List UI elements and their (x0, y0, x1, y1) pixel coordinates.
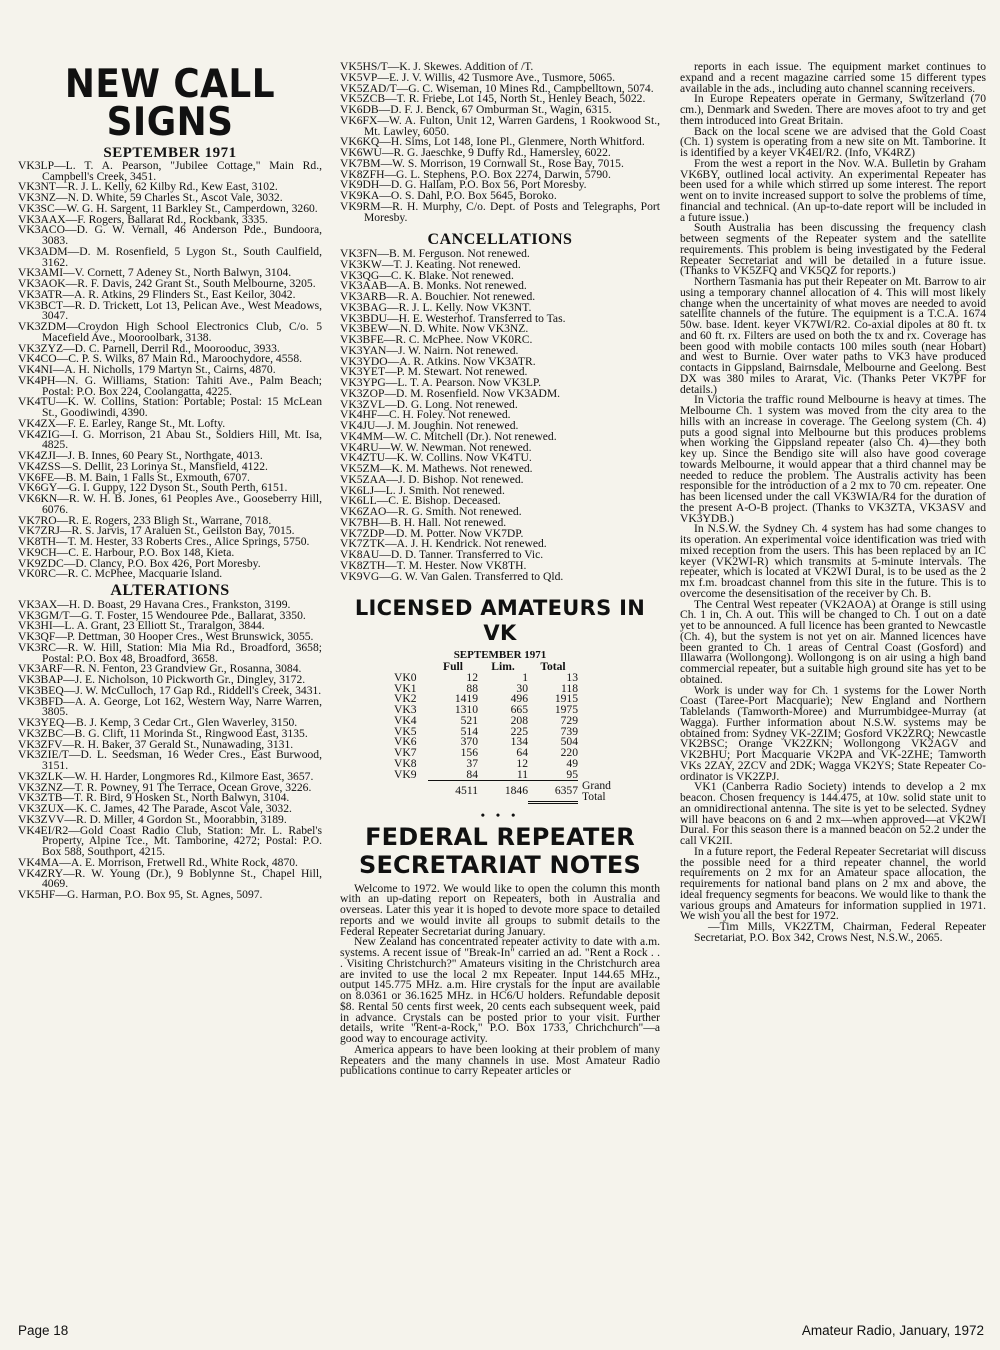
cancellation-entry: VK4JU—J. M. Joughin. Not renewed. (340, 419, 519, 432)
cancellation-entry: VK4HF—C. H. Foley. Not renewed. (340, 408, 511, 422)
page-title: NEW CALL SIGNS (64, 62, 276, 145)
alteration-entry: VK3ZTB—T. R. Bird, 9 Hosken St., North Balwyn, 3104. (18, 791, 290, 805)
table-cell: VK2 (394, 692, 417, 706)
alteration-entry: VK4MA—A. E. Morrison, Fretwell Rd., White Rock, 4870. (18, 855, 298, 869)
table-cell: VK4 (394, 713, 417, 727)
call-sign-entry: VK4ZSS—S. Dellit, 23 Lorinya St., Mansfield, 4122. (18, 459, 268, 473)
grand-total-label: Grand Total (582, 778, 611, 803)
call-sign-entry: VK3ATR—A. R. Atkins, 29 Flinders St., East Keilor, 3042. (18, 287, 296, 301)
cancellation-entry: VK3FN—B. M. Ferguson. Not renewed. (340, 247, 530, 260)
table-cell: 729 (560, 713, 578, 727)
call-sign-entry: VK6FE—B. M. Bain, 1 Falls St., Exmouth, 6707. (18, 470, 250, 484)
cancellation-entry: VK7ZDP—D. M. Potter. Now VK7DP. (340, 526, 524, 540)
publication-footer: Amateur Radio, January, 1972 (801, 1323, 984, 1338)
licensed-amateurs-table (394, 662, 620, 804)
table-row (394, 727, 620, 738)
call-sign-entry: VK4TU—K. W. Collins, Station: Portable; Postal: 15 McLean St., Goodiwindi, 4390. (18, 395, 322, 419)
call-sign-entry: VK3NZ—N. D. White, 59 Charles St., Ascot Vale, 3032. (18, 191, 283, 204)
alteration-entry: VK3AX—H. D. Boast, 29 Havana Cres., Frankston, 3199. (18, 597, 291, 611)
alteration-entry: VK3RC—R. W. Hill, Station: Mia Mia Rd., Broadford, 3658; Postal: P.O. Box 48, Broadford, 3658. (18, 640, 322, 665)
paragraph: In Europe Repeaters operate in Germany, Switzerland (70 cm.), Denmark and Sweden. There are moves afoot to try and get them introduced into Great Britain. (680, 92, 986, 127)
call-sign-entry: VK3ADM—D. M. Rosenfield, 5 Lygon St., South Caulfield, 3162. (18, 244, 322, 269)
table-cell: 88 (466, 681, 478, 695)
call-sign-entry: VK7ZRJ—R. S. Jarvis, 17 Araluen St., Geilston Bay, 7015. (18, 524, 295, 538)
table-cell: 13 (566, 670, 578, 684)
table-cell: VK1 (394, 681, 417, 695)
call-sign-entry: VK3ZDM—Croydon High School Electronics Club, C/o. 5 Macefield Ave., Mooroolbark, 3138. (18, 320, 322, 344)
table-cell: 521 (460, 713, 478, 727)
alteration-entry: VK9DH—D. G. Hallam, P.O. Box 56, Port Moresby. (340, 178, 587, 192)
alterations-list (18, 597, 322, 901)
cancellation-entry: VK3AAB—A. B. Monks. Not renewed. (340, 279, 527, 293)
section-month: SEPTEMBER 1971 (103, 145, 237, 161)
table-cell: VK5 (394, 724, 417, 738)
table-cell: 665 (510, 703, 528, 716)
cancellation-entry: VK4MM—W. C. Mitchell (Dr.). Not renewed. (340, 429, 557, 443)
alteration-entry: VK3ZNZ—T. R. Powney, 91 The Terrace, Ocean Grove, 3226. (18, 780, 312, 794)
alteration-entry: VK3ZIE/T—D. L. Seedsman, 16 Weder Cres., East Burwood, 3151. (18, 748, 322, 772)
cancellation-entry: VK8AU—D. D. Tanner. Transferred to Vic. (340, 548, 544, 561)
table-cell: 95 (566, 767, 578, 781)
cancellation-entry: VK5ZAA—J. D. Bishop. Not renewed. (340, 472, 524, 486)
table-row (394, 716, 620, 727)
table-cell: 156 (460, 746, 478, 759)
table-row (394, 705, 620, 716)
table-cell: 739 (560, 724, 578, 738)
alteration-entry: VK4EI/R2—Gold Coast Radio Club, Station: Mr. L. Rabel's Property, Alpine Tce., Mt. Tamborine, 4272; Postal: P.O. Box 588, Southport, 4215. (18, 823, 322, 858)
cancellation-entry: VK3YAN—J. W. Nairn. Not renewed. (340, 343, 519, 357)
page-number: Page 18 (18, 1323, 69, 1338)
cancellation-entry: VK3ARB—R. A. Bouchier. Not renewed. (340, 290, 536, 303)
call-sign-entry: VK3BCT—R. D. Trickett, Lot 13, Pelican Ave., West Meadows, 3047. (18, 298, 322, 323)
frs-paragraphs-continued (680, 62, 986, 922)
alteration-entry: VK6WU—R. G. Jaeschke, 9 Duffy Rd., Hamersley, 6022. (340, 146, 611, 159)
call-sign-entry: VK4PH—N. G. Williams, Station: Tahiti Ave., Palm Beach; Postal: P.O. Box 224, Coolangatta, 4225. (18, 373, 322, 398)
call-sign-entry: VK3NT—R. J. L. Kelly, 62 Kilby Rd., Kew East, 3102. (18, 180, 278, 194)
paragraph: VK1 (Canberra Radio Society) intends to develop a 2 mx beacon. Chosen frequency is 144.475, at 10w. solid state unit to an omnidirectional antenna. The site is yet to be selected. Sydney will have beacons on 6 and 2 mx—when approved—at VK2WI Dural. For this season there is a manned beacon on 52.2 under the call VK2II. (680, 780, 986, 847)
table-row (394, 694, 620, 705)
cancellation-entry: VK7ZTK—A. J. H. Kendrick. Not renewed. (340, 537, 547, 551)
total-limited: 1846 (478, 781, 528, 803)
cancellation-entry: VK3YET—P. M. Stewart. Not renewed. (340, 365, 528, 379)
cancellation-entry: VK3ZVL—D. G. Long. Not renewed. (340, 397, 518, 411)
cancellation-entry: VK3BDU—H. E. Westerhof. Transferred to Tas. (340, 311, 566, 325)
table-header: Total (540, 660, 566, 673)
alteration-entry: VK6FX—W. A. Fulton, Unit 12, Warren Gardens, 1 Rookwood St., Mt. Lawley, 6050. (340, 113, 660, 138)
call-sign-entry: VK4ZJI—J. B. Innes, 60 Peary St., Northgate, 4013. (18, 449, 263, 462)
table-cell: VK0 (394, 670, 417, 684)
table-cell: 84 (466, 767, 478, 781)
cancellation-entry: VK3KW—T. J. Keating. Not renewed. (340, 257, 521, 271)
call-sign-entry: VK3LP—L. T. A. Pearson, "Jubilee Cottage," Main Rd., Campbell's Creek, 3451. (18, 158, 322, 183)
table-cell: 118 (561, 681, 578, 695)
table-cell: 1915 (554, 692, 578, 706)
paragraph: America appears to have been looking at their problem of many Repeaters and the many channels in use. Most Amateur Radio publications continue to carry Repeater articles or (340, 1042, 660, 1078)
table-cell: 11 (516, 767, 528, 781)
alteration-entry: VK9KA—O. S. Dahl, P.O. Box 5645, Boroko. (340, 189, 557, 202)
call-sign-entry: VK3ACO—D. G. W. Vernall, 46 Anderson Pde., Bundoora, 3083. (18, 223, 322, 247)
column-right (680, 62, 986, 944)
call-sign-entry: VK4ZX—F. E. Earley, Range St., Mt. Lofty. (18, 416, 226, 430)
alteration-entry: VK3GM/T—G. T. Foster, 15 Wendouree Pde., Ballarat, 3350. (18, 608, 306, 622)
paragraph: In a future report, the Federal Repeater Secretariat will discuss the possible need for a third repeater channel, the world requirements on 2 mx for an Amateur space allocation, the requirements for national band plans on 2 mx and above, the ideal frequency segments for beacons. We would like to thank the various groups and Amateurs for information supplied in 1971. We wish you all the best for 1972. (680, 844, 986, 923)
cancellation-entry: VK4ZTU—K. W. Collins. Now VK4TU. (340, 451, 532, 465)
table-cell: 30 (516, 681, 528, 695)
table-cell: VK9 (394, 767, 417, 781)
alteration-entry: VK5HF—G. Harman, P.O. Box 95, St. Agnes, 5097. (18, 888, 263, 901)
alteration-entry: VK8ZFH—G. L. Stephens, P.O. Box 2274, Darwin, 5790. (340, 167, 611, 181)
licensed-month: SEPTEMBER 1971 (453, 649, 547, 662)
table-cell: 514 (460, 724, 478, 738)
table-row (394, 759, 620, 770)
alteration-entry: VK3QF—P. Dettman, 30 Hooper Cres., West Brunswick, 3055. (18, 630, 314, 643)
call-sign-entry: VK3SC—W. G. H. Sargent, 11 Barkley St., Camperdown, 3260. (18, 201, 318, 215)
alterations-heading: ALTERATIONS (110, 582, 230, 599)
alteration-entry: VK6DB—D. F. J. Benck, 67 Omburman St., Wagin, 6315. (340, 103, 612, 116)
table-cell: VK8 (394, 756, 417, 770)
alteration-entry: VK7BM—W. S. Morrison, 19 Cornwall St., Rose Bay, 7015. (340, 156, 624, 170)
table-header: Full (443, 660, 463, 673)
call-sign-entry: VK9ZDC—D. Clancy, P.O. Box 426, Port Moresby. (18, 556, 261, 570)
alteration-entry: VK3ZLK—W. H. Harder, Longmores Rd., Kilmore East, 3657. (18, 769, 314, 783)
table-cell: 496 (510, 692, 528, 706)
alterations-continued-list (340, 62, 660, 223)
cancellation-entry: VK3ZOP—D. M. Rosenfield. Now VK3ADM. (340, 386, 561, 400)
alteration-entry: VK9RM—R. H. Murphy, C/o. Dept. of Posts and Telegraphs, Port Moresby. (340, 199, 660, 224)
total-all: 6357 (528, 781, 578, 803)
cancellation-entry: VK3YDO—A. R. Atkins. Now VK3ATR. (340, 354, 536, 368)
alteration-entry: VK3BAP—J. E. Nicholson, 10 Pickworth Gr., Dingley, 3172. (18, 673, 306, 686)
table-cell (394, 781, 428, 803)
call-sign-entry: VK4NI—A. H. Nicholls, 179 Martyn St., Cairns, 4870. (18, 363, 276, 376)
table-cell: 225 (510, 724, 528, 738)
cancellation-entry: VK5ZM—K. M. Mathews. Not renewed. (340, 462, 533, 475)
call-sign-entry: VK3AOK—R. F. Davis, 242 Grant St., South Melbourne, 3205. (18, 277, 316, 290)
paragraph: reports in each issue. The equipment market continues to expand and a recent magazine carried some 15 different types available in the ads., including auto channel scanning receivers. (680, 60, 986, 95)
paragraph: Welcome to 1972. We would like to open the column this month with an up-dating report on Repeaters, both in Australia and overseas. Later this year it is hoped to devote more space to detailed reports and we would invite all groups to submit details to the Federal Repeater Secretariat during January. (340, 881, 660, 938)
paragraph: Work is under way for Ch. 1 systems for the Lower North Coast (Taree-Port Macquarie); New England and Northern Tablelands (Tamworth-Moree) and Murrumbidgee-Murray (at Wagga). Further information about N.S.W. systems may be obtained from: Sydney VK-2ZIM; Gosford VK2ZRQ; Newcastle VK2BSC; Orange VK2ZKN; Wollongong VK2AGV and VK2BHU; Port Macquarie VK2PA and VK-2ZHE; Tamworth VKs 2ZAY, 2ZCV and 2DK; Wagga VK2YS; State Repeater Co-ordinator is VK2ZPJ. (680, 683, 986, 783)
cancellation-entry: VK3BEW—N. D. White. Now VK3NZ. (340, 322, 529, 336)
call-sign-entry: VK3ZYZ—D. C. Parnell, Derril Rd., Moorooduc, 3933. (18, 341, 280, 355)
call-sign-entry: VK4CO—C. P. S. Wilks, 87 Main Rd., Maroochydore, 4558. (18, 352, 303, 366)
section-separator: • • • (480, 807, 520, 822)
paragraph: From the west a report in the Nov. W.A. Bulletin by Graham VK6BY, outlined local activity. An experimental Repeater has been used for a while which stirred up some interest. The report went on to invite increased support to solve the problems of time, financial and technical. (An up-to-date report will be included in a future issue.) (680, 156, 986, 224)
table-cell: 1 (522, 670, 528, 684)
table-total-row (394, 781, 620, 803)
cancellation-entry: VK6ZAO—R. G. Smith. Not renewed. (340, 505, 522, 518)
cancellation-entry: VK9VG—G. W. Van Galen. Transferred to Qld. (340, 569, 564, 583)
call-sign-entry: VK3AMI—V. Cornett, 7 Adeney St., North Balwyn, 3104. (18, 266, 292, 280)
table-cell: 1975 (554, 703, 578, 716)
total-full: 4511 (428, 781, 478, 803)
alteration-entry: VK3BFD—A. A. George, Lot 162, Western Way, Narre Warren, 3805. (18, 694, 322, 719)
call-sign-entry: VK3AAX—F. Rogers, Ballarat Rd., Rockbank, 3335. (18, 212, 268, 226)
alteration-entry: VK5HS/T—K. J. Skewes. Addition of /T. (340, 60, 534, 73)
cancellations-heading: CANCELLATIONS (427, 231, 573, 249)
paragraph: Northern Tasmania has put their Repeater on Mt. Barrow to air using a temporary channel allocation of 4. This will most likely change when the uncertainity of what moves are needed to avoid satellite channels of the future. The equipment is a T.C.A. 1674 50w. base. Ident. keyer VK7WI/R2. Co-axial dipoles at 80 ft. tx and 60 ft. rx. Filters are used on both the tx and rx. Coverage has been good with mobile contacts 100 miles south (near Hobart) and west to Burnie. Over water paths to VK3 have produced contacts in Gippsland, Bairnsdale, Melbourne and Geelong. Best DX was 380 miles to Ararat, Vic. (Thanks Peter VK7PF for details.) (680, 275, 986, 396)
table-cell: 49 (566, 756, 578, 770)
table-cell: 12 (516, 756, 528, 770)
cancellation-entry: VK3BAG—R. J. L. Kelly. Now VK3NT. (340, 300, 532, 314)
alteration-entry: VK3ZFV—R. H. Baker, 37 Gerald St., Nunawading, 3131. (18, 737, 294, 751)
paragraph: Back on the local scene we are advised that the Gold Coast (Ch. 1) system is operating from a new site on Mt. Tamborine. It is identified by a keyer VK4EI/R2. (Info, VK4RZ) (680, 124, 986, 159)
cancellation-entry: VK6LL—C. E. Bishop. Deceased. (340, 494, 501, 508)
licensed-amateurs-heading: LICENSED AMATEURS IN VK (354, 596, 646, 646)
paragraph: In N.S.W. the Sydney Ch. 4 system has had some changes to its operation. An experimental voice identification was tried with mixed reception from the users. This has been replaced by an IC keyer (VK2WI-R) which transmits at 5-minute intervals. The repeater, which is located at VK2WI Dural, is to be used as the 2 mx f.m. broadcast channel from this site in the future. This is to overcome the desensitisation of the receiver by Ch. B. (680, 522, 986, 600)
alteration-entry: VK3YEQ—B. J. Kemp, 3 Cedar Crt., Glen Waverley, 3150. (18, 716, 298, 729)
cancellation-entry: VK6LJ—L. J. Smith. Not renewed. (340, 483, 505, 497)
table-cell: 220 (560, 746, 578, 759)
paragraph: South Australia has been discussing the frequency clash between segments of the Repeater system and the satellite requirements. This problem is being investigated by the Federal Repeater Secretariat and will be detailed in a future issue. (Thanks to VK5ZFQ and VK5QZ for reports.) (680, 221, 986, 278)
call-sign-entry: VK6GY—G. I. Guppy, 122 Dyson St., South Perth, 6151. (18, 481, 288, 495)
table-cell: 504 (560, 735, 578, 749)
cancellation-entry: VK7BH—B. H. Hall. Not renewed. (340, 515, 507, 529)
cancellation-entry: VK4RU—W. W. Newman. Not renewed. (340, 440, 532, 454)
column-left (18, 60, 322, 901)
table-cell: 134 (510, 735, 528, 749)
alteration-entry: VK6KQ—H. Sims, Lot 148, Ione Pl., Glenmere, North Whitford. (340, 135, 645, 149)
cancellation-entry: VK8ZTH—T. M. Hester. Now VK8TH. (340, 558, 527, 572)
cancellations-list (340, 249, 660, 582)
table-cell: 1310 (454, 703, 478, 716)
table-row (394, 673, 620, 684)
call-sign-entry: VK6KN—R. W. H. B. Jones, 61 Peoples Ave., Gooseberry Hill, 6076. (18, 492, 322, 516)
paragraph: In Victoria the traffic round Melbourne is heavy at times. The Melbourne Ch. 1 system was moved from the city area to the hills with an increase in coverage. The Geelong system (Ch. 4) puts a good signal into Melbourne but this produces problems when working the Gippsland repeater (also Ch. 4)—they both key up. Since the Bendigo site will also have good coverage towards Melbourne, it would appear that a third channel may be needed to reduce the problem. The Australis activity has been responsible for the introduction of a 2 mx to 70 cm. repeater. One has been licensed under the call VK3WIA/R4 for the duration of the present A-O-B project. (Thanks to VK3ZTA, VK3ASV and VK3YDB.) (680, 393, 986, 525)
table-row (394, 684, 620, 695)
table-body (394, 670, 620, 781)
table-cell: 370 (460, 735, 478, 749)
table-row (394, 748, 620, 759)
alteration-entry: VK3ZVV—R. D. Miller, 4 Gordon St., Moorabbin, 3189. (18, 812, 287, 826)
call-sign-entry: VK9CH—C. E. Harbour, P.O. Box 148, Kieta. (18, 545, 235, 559)
new-call-signs-list (18, 158, 322, 581)
alteration-entry: VK3ARF—R. N. Fenton, 23 Grandview Gr., Rosanna, 3084. (18, 662, 302, 676)
table-cell: 64 (516, 746, 528, 759)
call-sign-entry: VK0RC—R. C. McPhee, Macquarie Island. (18, 567, 223, 581)
alteration-entry: VK5VP—E. J. V. Willis, 42 Tusmore Ave., Tusmore, 5065. (340, 70, 616, 84)
alteration-entry: VK3ZUX—K. C. James, 42 The Parade, Ascot Vale, 3032. (18, 802, 292, 815)
table-cell: VK6 (394, 735, 417, 749)
table-header-spacer (578, 662, 620, 673)
frs-paragraphs (340, 881, 660, 1078)
table-cell: VK3 (394, 703, 417, 716)
alteration-entry: VK5ZCB—T. R. Friebe, Lot 145, North St., Henley Beach, 5022. (340, 92, 646, 106)
table-cell: 1419 (454, 692, 478, 706)
column-middle (340, 62, 660, 1077)
cancellation-entry: VK3QG—C. K. Blake. Not renewed. (340, 268, 514, 282)
cancellation-entry: VK3YPG—L. T. A. Pearson. Now VK3LP. (340, 376, 541, 389)
frs-heading: FEDERAL REPEATER SECRETARIAT NOTES (358, 822, 642, 879)
call-sign-entry: VK4ZIG—I. G. Morrison, 21 Abau St., Soldiers Hill, Mt. Isa, 4825. (18, 427, 322, 452)
cancellation-entry: VK3BFE—R. C. McPhee. Now VK0RC. (340, 333, 533, 346)
call-sign-entry: VK8TH—T. M. Hester, 33 Roberts Cres., Alice Springs, 5750. (18, 535, 310, 548)
table-header-row (394, 662, 620, 673)
alteration-entry: VK4ZRY—R. W. Young (Dr.), 9 Boblynne St., Chapel Hill, 4069. (18, 866, 322, 891)
alteration-entry: VK3HI—L. A. Grant, 23 Elliott St., Traralgon, 3844. (18, 619, 265, 633)
alteration-entry: VK5ZAD/T—G. C. Wiseman, 10 Mines Rd., Campbelltown, 5074. (340, 81, 654, 95)
table-row (394, 737, 620, 748)
paragraph: The Central West repeater (VK2AOA) at Orange is still using Ch. 1 in, Ch. A out. This will be changed to Ch. 1 out on a date yet to be announced. A full licence has been granted to Newcastle (Ch. 4), but the system is not yet on air. Manned licences have been granted to Ch. 1 areas of Central Coast (Gosford) and Illawarra (Wollongong). Wollongong is on air using a high band commercial repeater, but a suitable high ground site has yet to be obtained. (680, 597, 986, 686)
paragraph: New Zealand has concentrated repeater activity to date with a.m. systems. A recent issue of "Break-In" carried an ad. "Rent a Rock . . . Visiting Christchurch?" Amateurs visiting in the Christchurch area are invited to use the local 2 mx Repeater. Input 144.65 MHz., output 145.775 MHz. a.m. Hire crystals for the input are available on 8.0361 or 36.1625 MHz. in HC6/U holders. Refundable deposit $8. Rental 50 cents first week, 20 cents each subsequent week, paid in advance. Crystals can be posted prior to your visit. Further details, write "Rent-a-Rock," P.O. Box 1733, Chrichchurch"—a good way to encourage activity. (340, 935, 660, 1045)
alteration-entry: VK3ZBC—B. G. Clift, 11 Morinda St., Ringwood East, 3135. (18, 726, 308, 740)
table-cell: 208 (510, 713, 528, 727)
table-cell: 12 (466, 670, 478, 684)
table-cell: 37 (466, 756, 478, 770)
table-cell: VK7 (394, 746, 417, 759)
signature: —Tim Mills, VK2ZTM, Chairman, Federal Repeater Secretariat, P.O. Box 342, Crows Nest, N.S.W., 2065. (694, 920, 986, 944)
call-sign-entry: VK7RO—R. E. Rogers, 233 Bligh St., Warrane, 7018. (18, 513, 272, 527)
table-header: Lim. (491, 660, 515, 673)
alteration-entry: VK3BEQ—J. W. McCulloch, 17 Gap Rd., Riddell's Creek, 3431. (18, 683, 322, 697)
